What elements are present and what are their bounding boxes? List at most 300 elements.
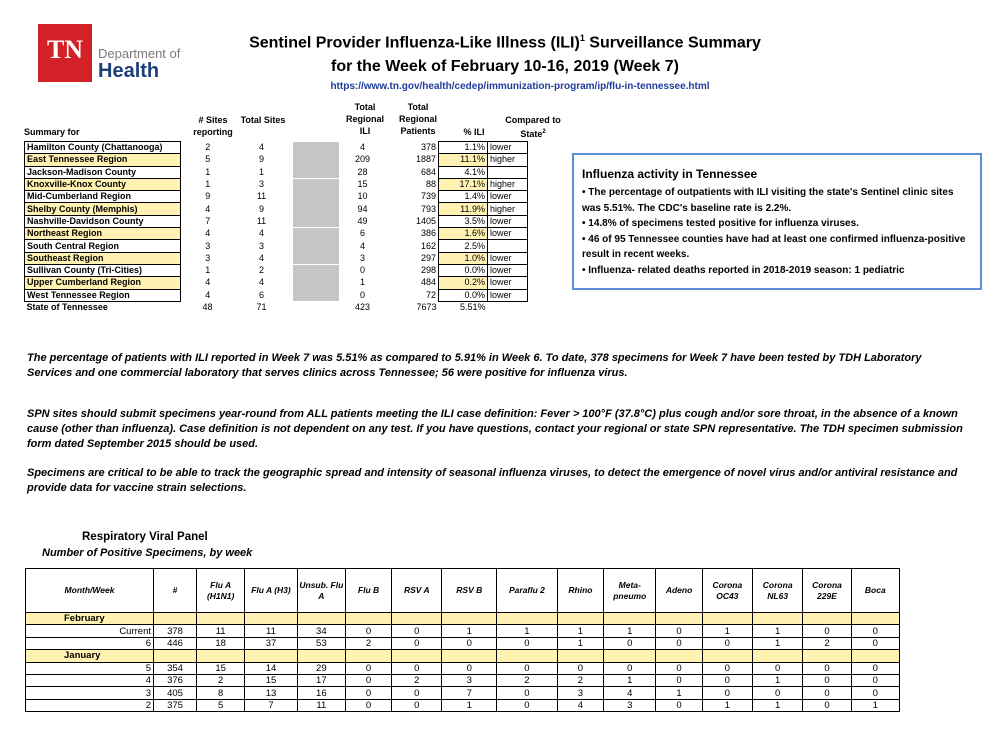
sites-reporting: 7 xyxy=(205,215,211,226)
infobox-bullet: • 46 of 95 Tennessee counties have had at least one confirmed influenza-positive result in recent weeks. xyxy=(582,233,966,260)
compared-to-state: higher xyxy=(488,203,528,215)
summary-row xyxy=(25,178,528,190)
compared-to-state xyxy=(488,240,528,252)
rvp-cell: 1 xyxy=(753,674,803,686)
rvp-cell: 0 xyxy=(702,662,752,674)
sites-reporting: 4 xyxy=(205,228,211,239)
rvp-cell: 1 xyxy=(851,699,899,711)
rvp-month-blank xyxy=(702,613,752,625)
rvp-cell: 7 xyxy=(442,687,497,699)
rvp-month-blank xyxy=(656,613,702,625)
rvp-week-row xyxy=(26,699,900,711)
regional-patients: 72 xyxy=(425,289,436,300)
respiratory-viral-panel-table xyxy=(25,568,900,712)
rvp-month-blank xyxy=(245,613,297,625)
header-compared-to-state: Compared to State$^2$ xyxy=(505,115,561,139)
logo-health-text: Health xyxy=(98,60,160,82)
rvp-month-blank xyxy=(442,613,497,625)
total-sites: 3 xyxy=(258,240,264,251)
rvp-cell: 2 xyxy=(197,674,245,686)
compared-to-state xyxy=(488,166,528,178)
rvp-cell: 0 xyxy=(497,699,558,711)
region-name: South Central Region xyxy=(25,240,181,252)
rvp-column-header: Adeno xyxy=(656,569,702,613)
rvp-cell: 0 xyxy=(851,625,899,637)
total-sites: 4 xyxy=(258,142,264,153)
rvp-cell: 0 xyxy=(497,637,558,649)
summary-row xyxy=(25,277,528,289)
region-name: Upper Cumberland Region xyxy=(25,277,181,289)
rvp-cell: 2 xyxy=(557,674,603,686)
rvp-month-blank xyxy=(497,613,558,625)
pct-ili: 2.5% xyxy=(439,240,488,252)
rvp-column-header: Corona 229E xyxy=(803,569,851,613)
pct-ili: 4.1% xyxy=(439,166,488,178)
regional-ili: 4 xyxy=(359,240,365,251)
rvp-cell: 1 xyxy=(442,699,497,711)
pct-ili: 0.0% xyxy=(439,289,488,301)
rvp-cell: 14 xyxy=(245,662,297,674)
rvp-month-blank xyxy=(297,650,345,662)
pct-ili: 0.0% xyxy=(439,264,488,276)
rvp-cell: 354 xyxy=(154,662,197,674)
page-subtitle: for the Week of February 10-16, 2019 (Week 7) xyxy=(331,58,679,75)
compared-to-state: higher xyxy=(488,178,528,190)
source-url-link[interactable]: https://www.tn.gov/health/cedep/immunization-program/ip/flu-in-tennessee.html xyxy=(330,81,710,92)
rvp-cell: 11 xyxy=(245,625,297,637)
sites-reporting: 1 xyxy=(205,179,211,190)
rvp-cell: 0 xyxy=(604,662,656,674)
rvp-cell: 29 xyxy=(297,662,345,674)
compared-to-state xyxy=(488,301,528,313)
rvp-cell: 0 xyxy=(851,674,899,686)
rvp-cell: 0 xyxy=(656,674,702,686)
rvp-cell: 1 xyxy=(604,674,656,686)
gray-spacer xyxy=(289,215,341,227)
paragraph-spn-instructions: SPN sites should submit specimens year-round from ALL patients meeting the ILI case definition: Fever > 100°F (37.8°C) plus cough and/or sore throat, in the absence of a known cause (other than influenza). Case definition is not dependent on any test. If you have questions, contact your regional or state SPN representative. The TDH specimen submission form dated September 2015 should be used. xyxy=(27,408,963,450)
rvp-month-blank xyxy=(803,650,851,662)
rvp-cell: 0 xyxy=(392,637,442,649)
rvp-cell: 376 xyxy=(154,674,197,686)
total-sites: 1 xyxy=(258,166,264,177)
rvp-week-label: 2 xyxy=(26,699,154,711)
rvp-month-blank xyxy=(803,613,851,625)
sites-reporting: 3 xyxy=(205,252,211,263)
rvp-cell: 37 xyxy=(245,637,297,649)
regional-patients: 684 xyxy=(420,166,436,177)
summary-row xyxy=(25,166,528,178)
header-pct-ili: % ILI xyxy=(463,127,485,137)
rvp-week-label: 5 xyxy=(26,662,154,674)
rvp-cell: 0 xyxy=(803,687,851,699)
rvp-cell: 0 xyxy=(392,687,442,699)
region-name: Nashville-Davidson County xyxy=(25,215,181,227)
pct-ili: 11.9% xyxy=(439,203,488,215)
rvp-cell: 0 xyxy=(656,637,702,649)
rvp-column-header: Meta-pneumo xyxy=(604,569,656,613)
total-sites: 9 xyxy=(258,154,264,165)
rvp-month-blank xyxy=(557,650,603,662)
rvp-cell: 0 xyxy=(392,625,442,637)
region-name: Northeast Region xyxy=(25,228,181,240)
gray-spacer xyxy=(289,252,341,264)
infobox-bullet: • The percentage of outpatients with ILI visiting the state's Sentinel clinic sites was 5.51%. The CDC's baseline rate is 2.2%. xyxy=(582,187,954,214)
regional-ili: 49 xyxy=(357,215,368,226)
rvp-cell: 4 xyxy=(557,699,603,711)
rvp-cell: 0 xyxy=(392,699,442,711)
sites-reporting: 1 xyxy=(205,166,211,177)
rvp-column-header: Unsub. Flu A xyxy=(297,569,345,613)
rvp-cell: 0 xyxy=(656,662,702,674)
rvp-week-label: 6 xyxy=(26,637,154,649)
rvp-cell: 3 xyxy=(442,674,497,686)
regional-ili: 4 xyxy=(359,142,365,153)
rvp-cell: 8 xyxy=(197,687,245,699)
rvp-cell: 0 xyxy=(753,662,803,674)
total-sites: 6 xyxy=(258,289,264,300)
gray-spacer xyxy=(289,240,341,252)
regional-patients: 298 xyxy=(420,265,436,276)
rvp-cell: 53 xyxy=(297,637,345,649)
header-sites-reporting: # Sites reporting xyxy=(193,115,233,137)
compared-to-state: higher xyxy=(488,154,528,166)
rvp-cell: 0 xyxy=(702,637,752,649)
rvp-cell: 375 xyxy=(154,699,197,711)
rvp-month-blank xyxy=(656,650,702,662)
rvp-cell: 34 xyxy=(297,625,345,637)
rvp-cell: 0 xyxy=(803,674,851,686)
rvp-month-blank xyxy=(392,650,442,662)
rvp-cell: 17 xyxy=(297,674,345,686)
region-name: East Tennessee Region xyxy=(25,154,181,166)
rvp-column-header: Paraflu 2 xyxy=(497,569,558,613)
tn-logo-badge: TN xyxy=(38,24,92,82)
summary-row xyxy=(25,154,528,166)
rvp-cell: 0 xyxy=(851,662,899,674)
rvp-cell: 1 xyxy=(702,625,752,637)
rvp-subtitle: Number of Positive Specimens, by week xyxy=(42,547,253,559)
rvp-column-header: RSV B xyxy=(442,569,497,613)
region-name: Mid-Cumberland Region xyxy=(25,191,181,203)
regional-patients: 793 xyxy=(420,203,436,214)
rvp-cell: 0 xyxy=(442,637,497,649)
pct-ili: 1.1% xyxy=(439,142,488,154)
rvp-month-blank xyxy=(154,613,197,625)
regional-ili: 0 xyxy=(359,289,365,300)
rvp-week-label: Current xyxy=(26,625,154,637)
rvp-column-header: Corona NL63 xyxy=(753,569,803,613)
rvp-month-blank xyxy=(702,650,752,662)
rvp-cell: 1 xyxy=(557,625,603,637)
rvp-month-blank xyxy=(604,650,656,662)
region-name: Jackson-Madison County xyxy=(25,166,181,178)
rvp-cell: 0 xyxy=(345,687,391,699)
rvp-cell: 2 xyxy=(497,674,558,686)
summary-row xyxy=(25,142,528,154)
regional-patients: 162 xyxy=(420,240,436,251)
rvp-cell: 0 xyxy=(442,662,497,674)
regional-patients: 7673 xyxy=(416,302,437,312)
regional-ili: 6 xyxy=(359,228,365,239)
rvp-cell: 0 xyxy=(345,662,391,674)
region-name: Knoxville-Knox County xyxy=(25,178,181,190)
rvp-cell: 7 xyxy=(245,699,297,711)
gray-spacer xyxy=(289,142,341,154)
compared-to-state: lower xyxy=(488,191,528,203)
page-title: Sentinel Provider Influenza-Like Illness (ILI)$^1$ Surveillance Summary xyxy=(249,33,761,52)
rvp-cell: 378 xyxy=(154,625,197,637)
regional-ili: 15 xyxy=(357,179,368,190)
sites-reporting: 1 xyxy=(205,265,211,276)
rvp-cell: 15 xyxy=(245,674,297,686)
compared-to-state: lower xyxy=(488,264,528,276)
rvp-cell: 11 xyxy=(197,625,245,637)
header-total-sites: Total Sites xyxy=(240,115,286,125)
rvp-column-header: Corona OC43 xyxy=(702,569,752,613)
rvp-cell: 405 xyxy=(154,687,197,699)
rvp-cell: 0 xyxy=(656,699,702,711)
rvp-month-blank xyxy=(851,613,899,625)
rvp-cell: 0 xyxy=(803,662,851,674)
rvp-month-blank xyxy=(392,613,442,625)
region-name: Hamilton County (Chattanooga) xyxy=(25,142,181,154)
summary-row xyxy=(25,240,528,252)
regional-ili: 1 xyxy=(359,277,365,288)
pct-ili: 1.0% xyxy=(439,252,488,264)
rvp-cell: 0 xyxy=(497,662,558,674)
rvp-cell: 2 xyxy=(803,637,851,649)
header-total-regional-ili: Total Regional ILI xyxy=(345,102,384,136)
rvp-cell: 0 xyxy=(557,662,603,674)
regional-patients: 88 xyxy=(425,179,436,190)
summary-row xyxy=(25,289,528,301)
total-sites: 4 xyxy=(258,252,264,263)
compared-to-state: lower xyxy=(488,252,528,264)
total-sites: 71 xyxy=(256,302,267,312)
rvp-month-blank xyxy=(297,613,345,625)
infobox-bullet: • Influenza- related deaths reported in 2018-2019 season: 1 pediatric xyxy=(582,264,905,276)
regional-ili: 94 xyxy=(357,203,368,214)
rvp-month-blank xyxy=(604,613,656,625)
rvp-column-header: Flu B xyxy=(345,569,391,613)
total-sites: 9 xyxy=(258,203,264,214)
logo-department-text: Department of xyxy=(98,46,181,61)
gray-spacer xyxy=(289,228,341,240)
rvp-month-blank xyxy=(753,613,803,625)
rvp-month-row xyxy=(26,650,900,662)
regional-ili: 0 xyxy=(359,265,365,276)
region-name: Sullivan County (Tri-Cities) xyxy=(25,264,181,276)
total-sites: 4 xyxy=(258,228,264,239)
sites-reporting: 48 xyxy=(202,302,213,312)
regional-patients: 1405 xyxy=(415,215,436,226)
rvp-week-label: 3 xyxy=(26,687,154,699)
rvp-column-header: Month/Week xyxy=(26,569,154,613)
rvp-cell: 1 xyxy=(753,625,803,637)
rvp-cell: 15 xyxy=(197,662,245,674)
gray-spacer xyxy=(289,301,341,313)
rvp-cell: 1 xyxy=(656,687,702,699)
rvp-cell: 13 xyxy=(245,687,297,699)
rvp-cell: 0 xyxy=(604,637,656,649)
paragraph-specimen-importance: Specimens are critical to be able to track the geographic spread and intensity of seasonal influenza viruses, to detect the emergence of novel virus and/or antiviral resistance and provide data for vaccine strain selections. xyxy=(27,467,958,494)
rvp-cell: 0 xyxy=(497,687,558,699)
rvp-cell: 0 xyxy=(345,674,391,686)
regional-patients: 297 xyxy=(420,252,436,263)
pct-ili: 11.1% xyxy=(439,154,488,166)
rvp-month-row xyxy=(26,613,900,625)
rvp-cell: 11 xyxy=(297,699,345,711)
ili-summary-table xyxy=(24,141,528,314)
regional-ili: 3 xyxy=(359,252,365,263)
rvp-cell: 2 xyxy=(345,637,391,649)
rvp-cell: 0 xyxy=(851,687,899,699)
summary-row xyxy=(25,191,528,203)
rvp-month-blank xyxy=(197,650,245,662)
rvp-cell: 2 xyxy=(392,674,442,686)
rvp-cell: 446 xyxy=(154,637,197,649)
regional-patients: 378 xyxy=(420,142,436,153)
rvp-month-blank xyxy=(753,650,803,662)
rvp-week-row xyxy=(26,687,900,699)
region-name: Southeast Region xyxy=(25,252,181,264)
gray-spacer xyxy=(289,178,341,190)
infobox-title: Influenza activity in Tennessee xyxy=(582,167,758,181)
region-name: State of Tennessee xyxy=(26,302,108,313)
gray-spacer xyxy=(289,203,341,215)
header-total-regional-patients: Total Regional Patients xyxy=(398,102,437,136)
rvp-week-row xyxy=(26,662,900,674)
sites-reporting: 9 xyxy=(205,191,211,202)
rvp-cell: 0 xyxy=(345,699,391,711)
rvp-cell: 1 xyxy=(442,625,497,637)
paragraph-week-summary: The percentage of patients with ILI reported in Week 7 was 5.51% as compared to 5.91% in Week 6. To date, 378 specimens for Week 7 have been tested by TDH Laboratory Services and one commercial laboratory that serves clinics across Tennessee; 56 were positive for influenza virus. xyxy=(27,352,922,379)
total-sites: 11 xyxy=(256,215,267,226)
regional-patients: 1887 xyxy=(415,154,436,165)
compared-to-state: lower xyxy=(488,215,528,227)
summary-row xyxy=(25,228,528,240)
total-sites: 2 xyxy=(258,265,264,276)
total-sites: 11 xyxy=(256,191,267,202)
rvp-column-header: Boca xyxy=(851,569,899,613)
rvp-month-label: January xyxy=(26,650,154,662)
rvp-cell: 3 xyxy=(557,687,603,699)
rvp-cell: 1 xyxy=(753,699,803,711)
rvp-week-label: 4 xyxy=(26,674,154,686)
rvp-column-header: # xyxy=(154,569,197,613)
rvp-cell: 18 xyxy=(197,637,245,649)
rvp-cell: 1 xyxy=(702,699,752,711)
rvp-cell: 0 xyxy=(803,699,851,711)
region-name: Shelby County (Memphis) xyxy=(25,203,181,215)
pct-ili: 5.51% xyxy=(459,302,486,313)
sites-reporting: 2 xyxy=(205,142,211,153)
rvp-title: Respiratory Viral Panel xyxy=(82,531,208,543)
rvp-cell: 0 xyxy=(656,625,702,637)
rvp-month-blank xyxy=(197,613,245,625)
influenza-activity-box xyxy=(572,153,982,290)
rvp-month-blank xyxy=(442,650,497,662)
compared-to-state: lower xyxy=(488,289,528,301)
sites-reporting: 5 xyxy=(205,154,211,165)
rvp-cell: 3 xyxy=(604,699,656,711)
compared-to-state: lower xyxy=(488,228,528,240)
rvp-cell: 4 xyxy=(604,687,656,699)
rvp-column-header: Rhino xyxy=(557,569,603,613)
regional-ili: 28 xyxy=(357,166,368,177)
regional-patients: 739 xyxy=(420,191,436,202)
pct-ili: 3.5% xyxy=(439,215,488,227)
compared-to-state: lower xyxy=(488,142,528,154)
rvp-cell: 5 xyxy=(197,699,245,711)
total-sites: 4 xyxy=(258,277,264,288)
sites-reporting: 4 xyxy=(205,277,211,288)
rvp-cell: 16 xyxy=(297,687,345,699)
pct-ili: 17.1% xyxy=(439,178,488,190)
state-total-row xyxy=(25,301,528,313)
rvp-cell: 1 xyxy=(557,637,603,649)
rvp-cell: 0 xyxy=(345,625,391,637)
rvp-cell: 1 xyxy=(753,637,803,649)
rvp-week-row xyxy=(26,637,900,649)
sites-reporting: 4 xyxy=(205,289,211,300)
rvp-month-blank xyxy=(345,613,391,625)
title-footnote: 1 xyxy=(579,33,585,43)
gray-spacer xyxy=(289,289,341,301)
rvp-column-header: Flu A (H1N1) xyxy=(197,569,245,613)
rvp-month-label: February xyxy=(26,613,154,625)
regional-ili: 423 xyxy=(354,302,371,312)
region-name: West Tennessee Region xyxy=(25,289,181,301)
rvp-column-header: RSV A xyxy=(392,569,442,613)
pct-ili: 1.6% xyxy=(439,228,488,240)
gray-spacer xyxy=(289,264,341,276)
rvp-cell: 0 xyxy=(851,637,899,649)
summary-row xyxy=(25,203,528,215)
gray-spacer xyxy=(289,191,341,203)
infobox-bullet: • 14.8% of specimens tested positive for influenza viruses. xyxy=(582,218,859,229)
pct-ili: 1.4% xyxy=(439,191,488,203)
rvp-cell: 0 xyxy=(702,687,752,699)
sites-reporting: 4 xyxy=(205,203,211,214)
rvp-week-row xyxy=(26,674,900,686)
rvp-cell: 0 xyxy=(702,674,752,686)
total-sites: 3 xyxy=(258,179,264,190)
pct-ili: 0.2% xyxy=(439,277,488,289)
summary-row xyxy=(25,215,528,227)
rvp-month-blank xyxy=(557,613,603,625)
sites-reporting: 3 xyxy=(205,240,211,251)
gray-spacer xyxy=(289,154,341,166)
rvp-cell: 0 xyxy=(392,662,442,674)
header-summary-for: Summary for xyxy=(24,127,80,137)
rvp-cell: 0 xyxy=(753,687,803,699)
regional-patients: 386 xyxy=(420,228,436,239)
rvp-cell: 1 xyxy=(604,625,656,637)
rvp-month-blank xyxy=(245,650,297,662)
rvp-column-header: Flu A (H3) xyxy=(245,569,297,613)
rvp-cell: 1 xyxy=(497,625,558,637)
regional-ili: 10 xyxy=(357,191,368,202)
compared-to-state: lower xyxy=(488,277,528,289)
regional-patients: 484 xyxy=(420,277,436,288)
summary-row xyxy=(25,264,528,276)
rvp-cell: 0 xyxy=(803,625,851,637)
rvp-month-blank xyxy=(154,650,197,662)
rvp-month-blank xyxy=(497,650,558,662)
gray-spacer xyxy=(289,166,341,178)
rvp-month-blank xyxy=(851,650,899,662)
